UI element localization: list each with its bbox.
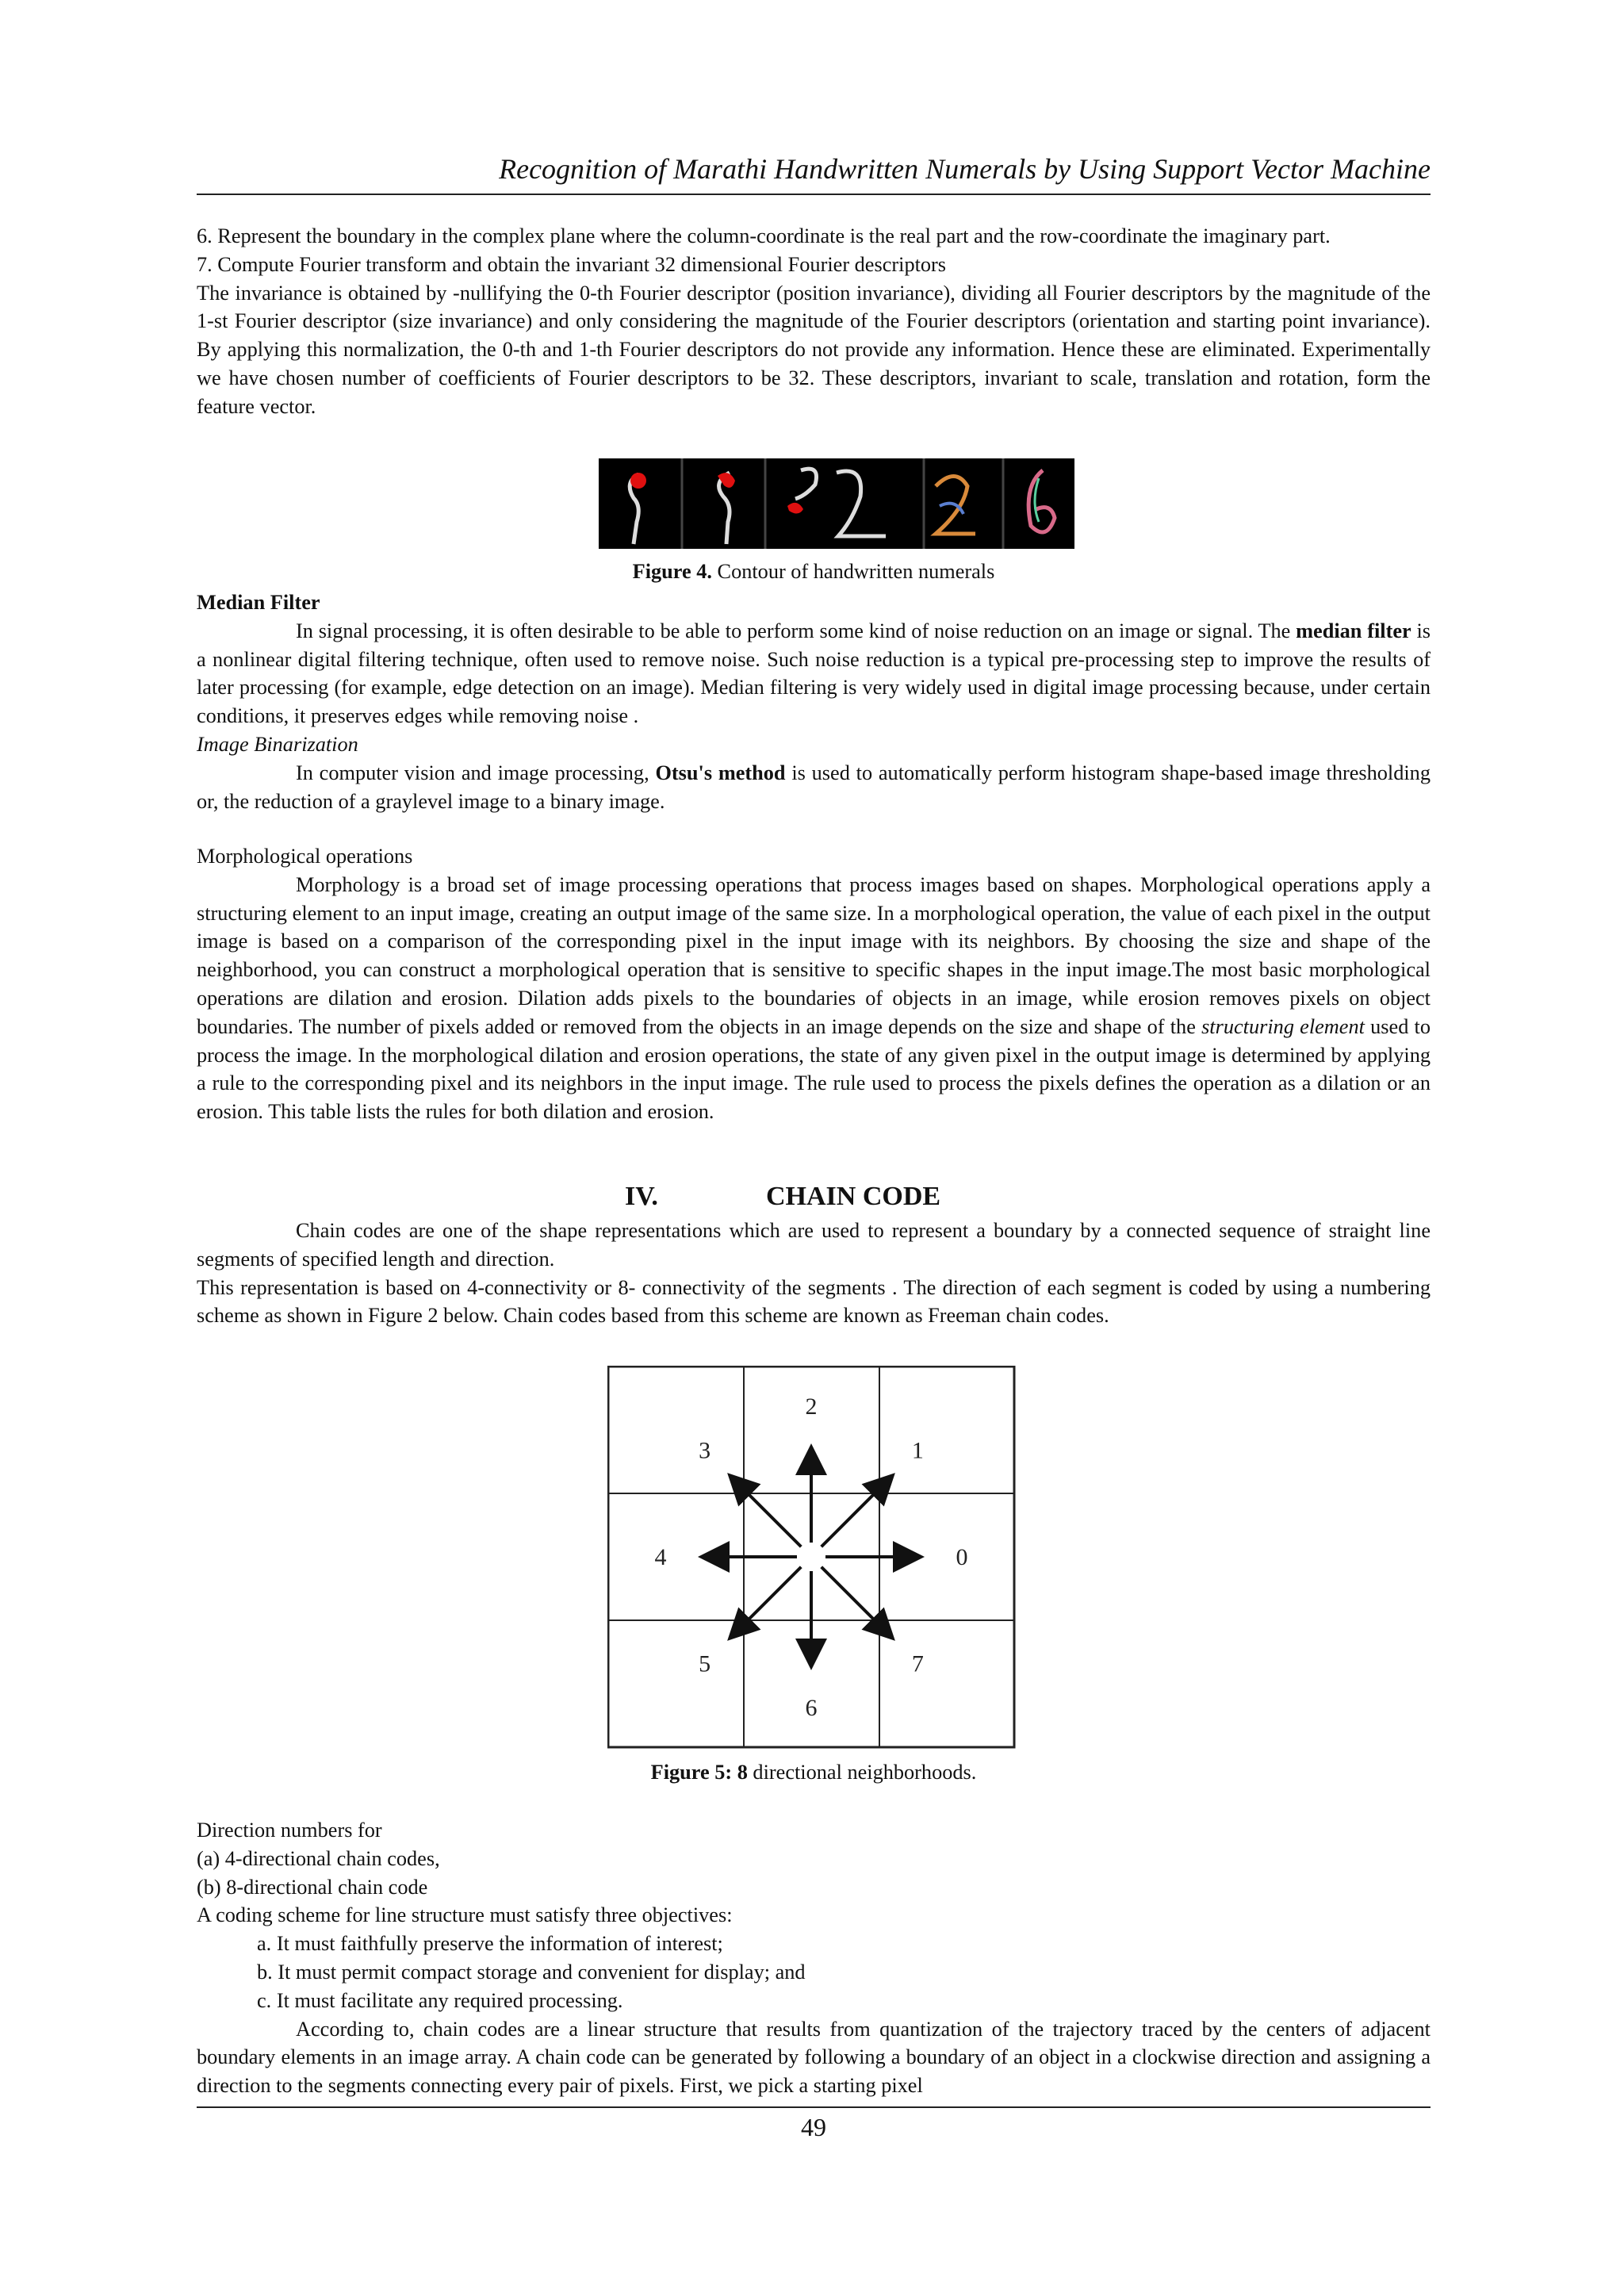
chain-code-paragraph-1: Chain codes are one of the shape representations which are used to represent a boundary by a connected sequence of straight line segments of specified length and direction. [197, 1219, 1431, 1271]
footer-rule [197, 2106, 1431, 2108]
objective-item: c. It must facilitate any required processing. [257, 1988, 623, 2012]
direction-label-5: 5 [699, 1650, 711, 1677]
direction-arrow-3 [732, 1478, 802, 1547]
fourier-steps [197, 222, 1431, 421]
binarization-paragraph: In computer vision and image processing, Otsu's method is used to automatically perform histogram shape-based image thresholding or, the reduction of a graylevel image to a binary image. [197, 761, 1431, 813]
numerals-contour-image [599, 458, 1074, 549]
chain-code-paragraph-2: This representation is based on 4-connectivity or 8- connectivity of the segments . The direction of each segment is coded by using a numbering scheme as shown in Figure 2 below. Chain codes based from this scheme are known as Freeman chain codes. [197, 1275, 1431, 1328]
median-filter-heading: Median Filter [197, 591, 320, 614]
step-6: 6. Represent the boundary in the complex plane where the column-coordinate is the real part and the row-coordinate the imaginary part. [197, 224, 1331, 247]
invariance-paragraph: The invariance is obtained by -nullifying the 0-th Fourier descriptor (position invariance), dividing all Fourier descriptors by the magnitude of the 1-st Fourier descriptor (size invariance) and only considering the magnitude of the Fourier descriptors (orientation and starting point invariance). By applying this normalization, the 0-th and 1-th Fourier descriptors do not provide any information. Hence these are eliminated. Experimentally we have chosen number of coefficients of Fourier descriptors to be 32. These descriptors, invariant to scale, translation and rotation, form the feature vector. [197, 281, 1431, 418]
direction-label-7: 7 [911, 1650, 924, 1677]
direction-arrow-5 [732, 1567, 802, 1637]
direction-arrow-7 [822, 1567, 891, 1637]
direction-label-3: 3 [699, 1437, 711, 1464]
direction-label-4: 4 [654, 1544, 667, 1570]
figure-5-caption: Figure 5: 8 directional neighborhoods. [650, 1761, 977, 1784]
median-filter-section [197, 588, 1431, 815]
morphology-paragraph: Morphology is a broad set of image processing operations that process images based on shapes. Morphological operations apply a structuring element to an input image, creating an output image of the same size. In a morphological operation, the value of each pixel in the output image is based on a comparison of the corresponding pixel in the input image with its neighbors. By choosing the size and shape of the neighborhood, you can construct a morphological operation that is sensitive to specific shapes in the input image.The most basic morphological operations are dilation and erosion. Dilation adds pixels to the boundaries of objects in an image, while erosion removes pixels on object boundaries. The number of pixels added or removed from the objects in an image depends on the size and shape of the structuring element used to process the image. In the morphological dilation and erosion operations, the state of any given pixel in the output image is determined by applying a rule to the corresponding pixel and its neighbors in the input image. The rule used to process the pixels defines the operation as a dilation or an erosion. This table lists the rules for both dilation and erosion. [197, 872, 1431, 1124]
binarization-heading: Image Binarization [197, 732, 358, 756]
directional-neighborhood-diagram [607, 1366, 1017, 1750]
morphology-heading: Morphological operations [197, 845, 413, 868]
direction-arrow-1 [822, 1478, 891, 1547]
running-title: Recognition of Marathi Handwritten Numerals by Using Support Vector Machine [499, 153, 1431, 185]
morphology-section [197, 842, 1431, 1126]
step-7: 7. Compute Fourier transform and obtain the invariant 32 dimensional Fourier descriptors [197, 252, 947, 276]
median-filter-paragraph: In signal processing, it is often desirable to be able to perform some kind of noise reduction on an image or signal. The median filter is a nonlinear digital filtering technique, often used to remove noise. Such noise reduction is a typical pre-processing step to improve the results of later processing (for example, edge detection on an image). Median filtering is very widely used in digital image processing because, under certain conditions, it preserves edges while removing noise . [197, 619, 1431, 728]
chain-code-final-paragraph: According to, chain codes are a linear structure that results from quantization of the trajectory traced by the centers of adjacent boundary elements in an image array. A chain code can be generated by following a boundary of an object in a clockwise direction and assigning a direction to the segments connecting every pair of pixels. First, we pick a starting pixel [197, 2017, 1431, 2098]
page-number: 49 [801, 2113, 826, 2141]
direction-label-6: 6 [805, 1695, 818, 1721]
direction-label-2: 2 [805, 1393, 818, 1420]
direction-label-0: 0 [956, 1544, 968, 1570]
objective-item: a. It must faithfully preserve the information of interest; [257, 1932, 723, 1956]
objective-item: b. It must permit compact storage and convenient for display; and [257, 1960, 806, 1984]
direction-line-3: (b) 8-directional chain code [197, 1875, 428, 1899]
direction-line-2: (a) 4-directional chain codes, [197, 1846, 440, 1870]
direction-line-4: A coding scheme for line structure must satisfy three objectives: [197, 1903, 733, 1927]
direction-label-1: 1 [911, 1437, 924, 1464]
direction-numbers-section [197, 1816, 1431, 2100]
chain-code-intro [197, 1217, 1431, 1330]
direction-line-1: Direction numbers for [197, 1819, 382, 1842]
figure-4-caption: Figure 4. Contour of handwritten numerals [632, 560, 995, 583]
header-rule [197, 194, 1431, 195]
